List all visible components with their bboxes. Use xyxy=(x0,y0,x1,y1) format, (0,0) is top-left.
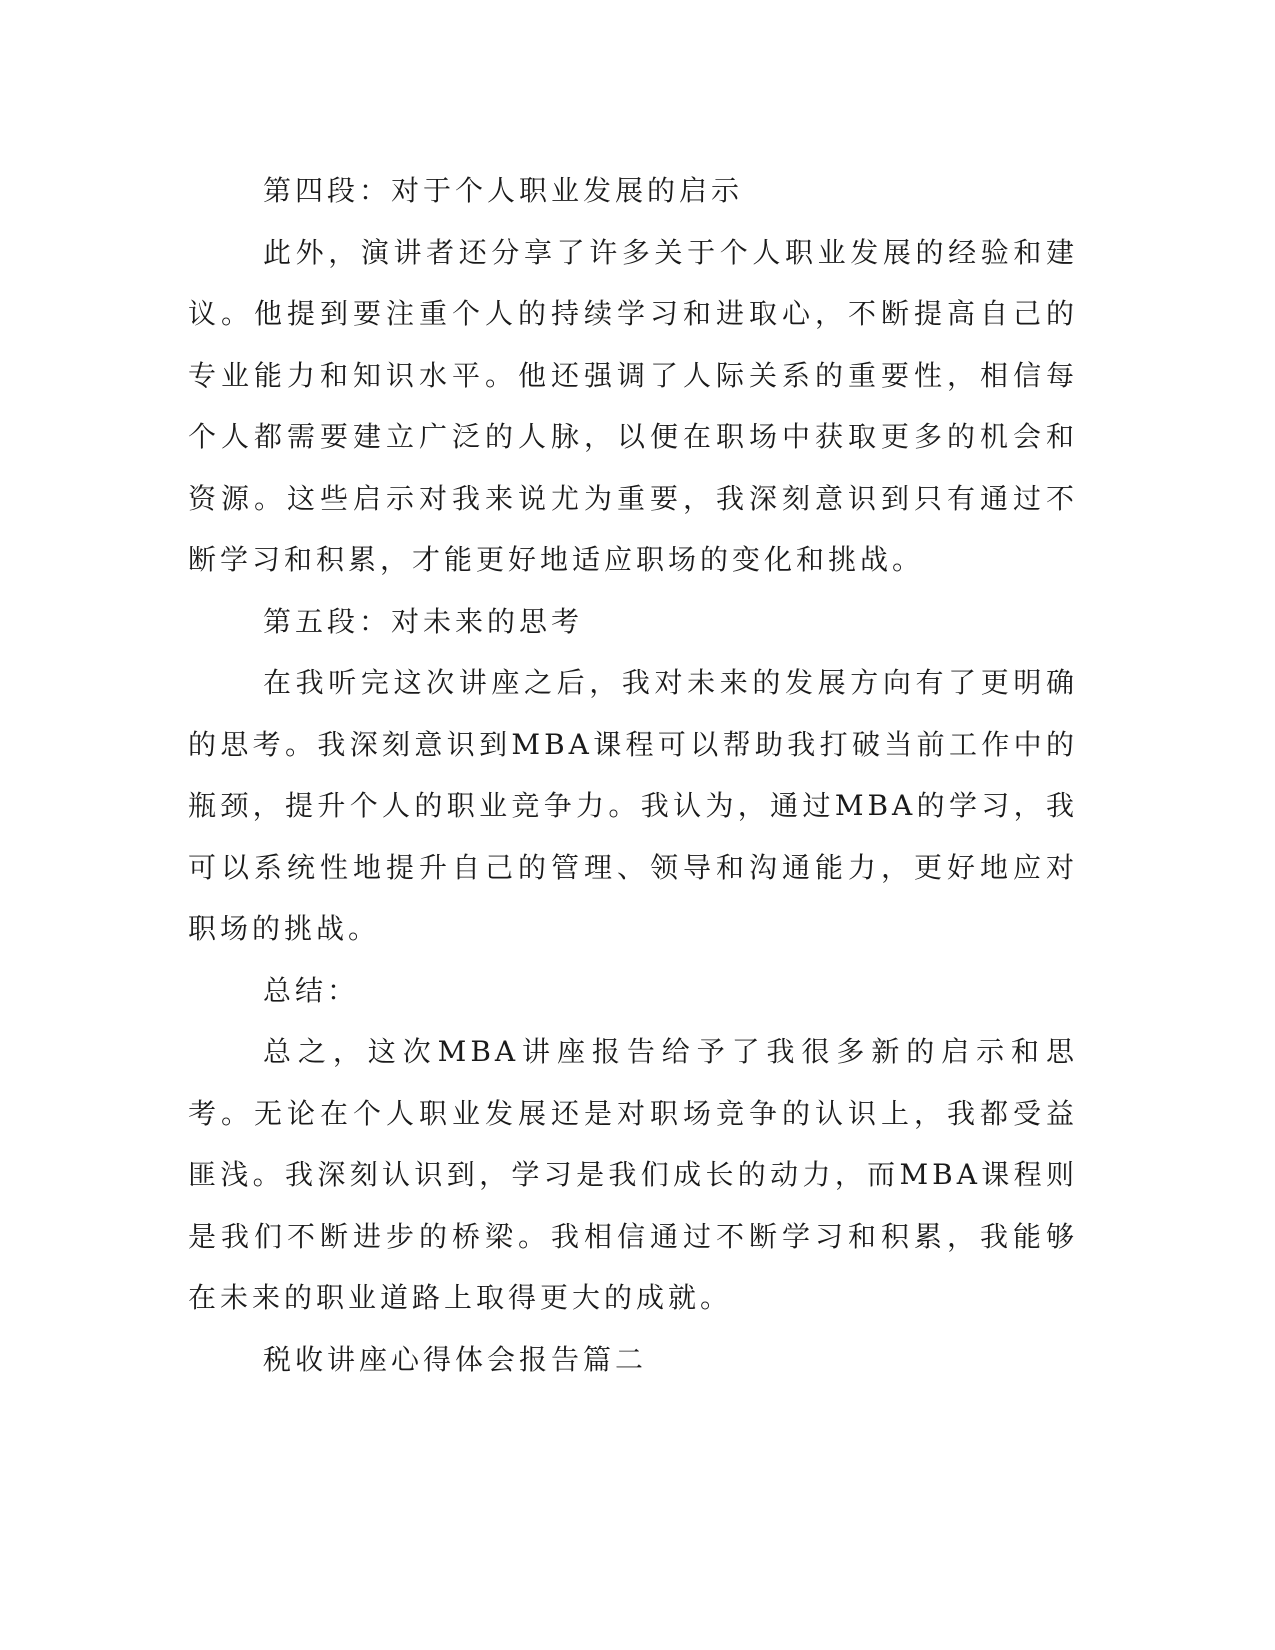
section-heading-5: 第五段：对未来的思考 xyxy=(263,604,584,638)
article-title-part-two: 税收讲座心得体会报告篇二 xyxy=(263,1342,648,1376)
paragraph-career-insights: 此外，演讲者还分享了许多关于个人职业发展的经验和建议。他提到要注重个人的持续学习和进取心，不断提高自己的专业能力和知识水平。他还强调了人际关系的重要性，相信每个人都需要建立广泛的人脉，以便在职场中获取更多的机会和资源。这些启示对我来说尤为重要，我深刻意识到只有通过不断学习和积累，才能更好地适应职场的变化和挑战。 xyxy=(188,235,1078,576)
document-body xyxy=(188,160,1078,1390)
paragraph-summary: 总之，这次MBA讲座报告给予了我很多新的启示和思考。无论在个人职业发展还是对职场竞争的认识上，我都受益匪浅。我深刻认识到，学习是我们成长的动力，而MBA课程则是我们不断进步的桥梁。我相信通过不断学习和积累，我能够在未来的职业道路上取得更大的成就。 xyxy=(188,1035,1078,1314)
paragraph-future-thoughts: 在我听完这次讲座之后，我对未来的发展方向有了更明确的思考。我深刻意识到MBA课程可以帮助我打破当前工作中的瓶颈，提升个人的职业竞争力。我认为，通过MBA的学习，我可以系统性地提升自己的管理、领导和沟通能力，更好地应对职场的挑战。 xyxy=(188,666,1078,945)
section-heading-4: 第四段：对于个人职业发展的启示 xyxy=(263,174,744,207)
summary-heading: 总结： xyxy=(263,973,360,1007)
